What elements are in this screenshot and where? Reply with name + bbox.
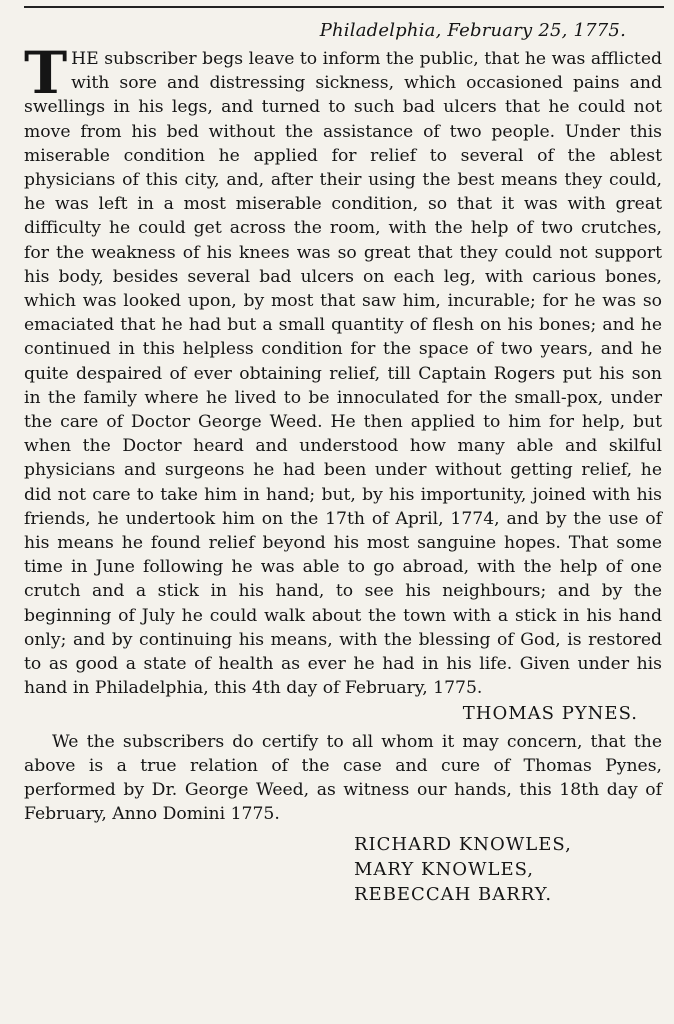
witness-list: [354, 832, 662, 907]
signature-thomas-pynes: THOMAS PYNES.: [462, 703, 638, 725]
witness-3: REBECCAH BARRY.: [354, 884, 553, 906]
top-rule: [24, 6, 664, 8]
dateline: Philadelphia, February 25, 1775.: [319, 20, 626, 41]
notice-text: HE subscriber begs leave to inform the public, that he was afflicted with sore and distressing sickness, which occasioned pains and swellings in his legs, and turned to such bad ulcers that he could not move from his bed without the assistance of two people. Under this miserable condition he applied for relief to several of the ablest physicians of this city, and, after their using the best means they could, he was left in a most miserable condition, so that it was with great difficulty he could get across the room, with the help of two crutches, for the weakness of his knees was so great that they could not support his body, besides several bad ulcers on each leg, with carious bones, which was looked upon, by most that saw him, incurable; for he was so emaciated that he had but a small quantity of flesh on his bones; and he continued in this helpless condition for the space of two years, and he quite despaired of ever obtaining relief, till Captain Rogers put his son in the family where he lived to be innoculated for the small-pox, under the care of Doctor George Weed. He then applied to him for help, but when the Doctor heard and understood how many able and skilful physicians and surgeons he had been under without getting relief, he did not care to take him in hand; but, by his importunity, joined with his friends, he undertook him on the 17th of April, 1774, and by the use of his means he found relief beyond his most sanguine hopes. That some time in June following he was able to go abroad, with the help of one crutch and a stick in his hand, to see his neighbours; and by the beginning of July he could walk about the town with a stick in his hand only; and by continuing his means, with the blessing of God, is restored to as good a state of health as ever he had in his life. Given under his hand in Philadelphia, this 4th day of February, 1775.: [24, 49, 662, 699]
drop-cap: T: [24, 39, 68, 107]
notice-article: [24, 39, 662, 907]
witness-2: MARY KNOWLES,: [354, 859, 534, 881]
notice-body: [24, 39, 662, 700]
witness-1: RICHARD KNOWLES,: [354, 834, 572, 856]
certification-text: We the subscribers do certify to all whom it may concern, that the above is a true relation of the case and cure of Thomas Pynes, performed by Dr. George Weed, as witness our hands, this 18th day of February, Anno Domini 1775.: [24, 732, 662, 825]
